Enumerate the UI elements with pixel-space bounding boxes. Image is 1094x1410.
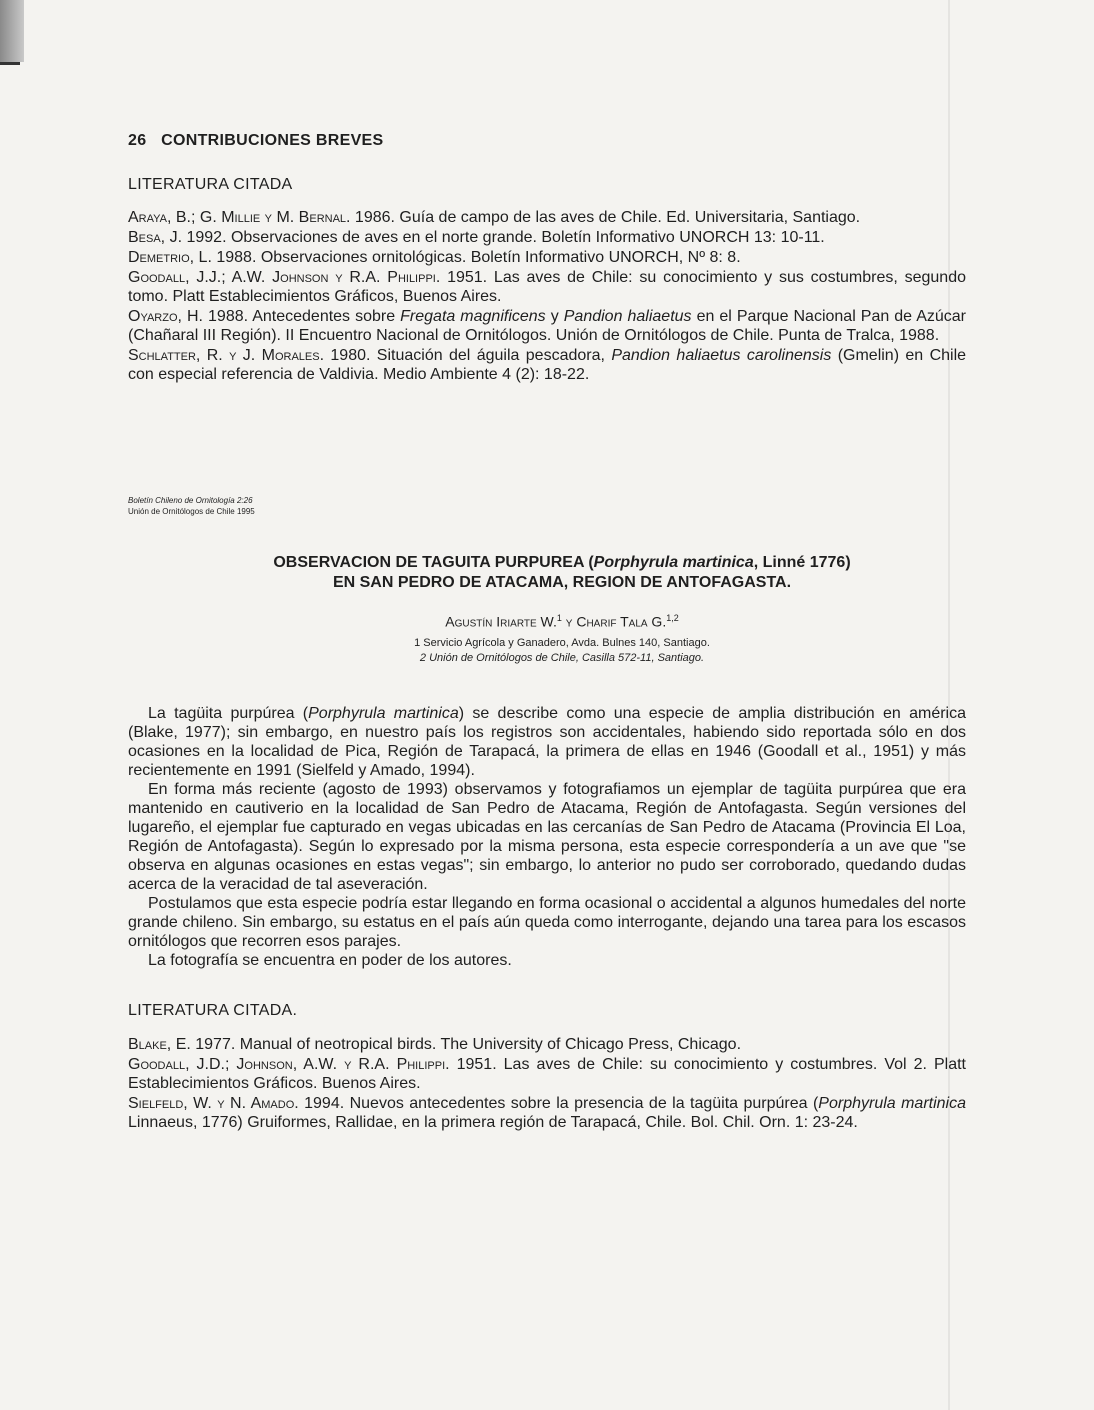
reference-author: Goodall, J.J.; A.W. Johnson y R.A. Philippi. xyxy=(128,269,441,286)
reference-author: Demetrio, L. xyxy=(128,249,212,266)
reference-text: 1977. Manual of neotropical birds. The University of Chicago Press, Chicago. xyxy=(190,1035,742,1053)
reference-text: Linnaeus, 1776) Gruiformes, Rallidae, en la primera región de Tarapacá, Chile. Bol. Chil. Orn. 1: 23-24. xyxy=(128,1113,858,1131)
reference-author: Schlatter, R. y J. Morales. xyxy=(128,347,325,364)
journal-publisher: Unión de Ornitólogos de Chile 1995 xyxy=(128,507,255,516)
reference-text: y xyxy=(545,308,564,325)
reference-entry xyxy=(128,268,966,306)
affiliations xyxy=(158,636,966,666)
paper-page xyxy=(128,132,966,1133)
scan-edge-line xyxy=(0,62,20,65)
references-list-1 xyxy=(128,208,966,384)
reference-entry xyxy=(128,208,966,227)
reference-text: 1980. Situación del águila pescadora, xyxy=(324,347,612,364)
species-name: Porphyrula martinica xyxy=(818,1094,967,1112)
article-body xyxy=(128,704,966,970)
reference-text: 1988. Observaciones ornitológicas. Boletín Informativo UNORCH, Nº 8: 8. xyxy=(211,249,741,266)
references-heading-2: LITERATURA CITADA. xyxy=(128,1001,298,1019)
reference-text: 1951. Las aves de Chile: su conocimiento y sus costumbres, segundo tomo. Platt Establecimientos Gráficos, Buenos Aires. xyxy=(128,269,966,305)
body-paragraph: La fotografía se encuentra en poder de los autores. xyxy=(148,951,512,969)
body-text: La tagüita purpúrea ( xyxy=(148,704,309,722)
scan-edge-mark xyxy=(0,0,24,62)
author-affil-mark: 1 xyxy=(556,613,562,623)
running-head xyxy=(128,132,966,150)
reference-author: Besa, J. xyxy=(128,229,183,246)
reference-author: Blake, E. xyxy=(128,1035,191,1053)
reference-entry xyxy=(128,1094,966,1132)
running-head-section: CONTRIBUCIONES BREVES xyxy=(161,132,384,149)
body-paragraph xyxy=(128,704,966,780)
reference-text: 1951. Las aves de Chile: su conocimiento y costumbres. Vol 2. Platt Establecimientos Gráficos. Buenos Aires. xyxy=(128,1055,966,1092)
reference-text: 1986. Guía de campo de las aves de Chile. Ed. Universitaria, Santiago. xyxy=(350,209,861,226)
reference-entry xyxy=(128,307,966,345)
reference-entry xyxy=(128,1055,966,1093)
affiliation-2: 2 Unión de Ornitólogos de Chile, Casilla 572-11, Santiago. xyxy=(419,651,705,664)
references-heading-1: LITERATURA CITADA xyxy=(128,176,293,193)
author-name: Charif Tala G. xyxy=(576,613,667,630)
page-number: 26 xyxy=(128,132,147,149)
title-text: , Linné 1776) xyxy=(753,554,851,571)
species-name: Porphyrula martinica xyxy=(308,704,459,722)
author-name: Agustín Iriarte W. xyxy=(445,613,557,630)
body-paragraph: Postulamos que esta especie podría estar llegando en forma ocasional o accidental a algunos humedales del norte grande chileno. Sin embargo, su estatus en el país aún queda como interrogante, dejando una tarea para los escasos ornitólogos que recorren esos parajes. xyxy=(128,894,966,950)
title-species: Porphyrula martinica xyxy=(593,554,754,571)
body-text: ) se describe como una especie de amplia distribución en américa (Blake, 1977); sin embargo, en nuestro país los registros son accidentales, habiendo sido reportada sólo en dos ocasiones en la localidad de Pica, Región de Tarapacá, la primera de ellas en 1946 (Goodall et al., 1951) y más recientemente en 1991 (Sielfeld y Amado, 1994). xyxy=(128,704,966,779)
reference-entry xyxy=(128,228,966,247)
reference-entry xyxy=(128,1035,966,1054)
title-line-2: EN SAN PEDRO DE ATACAMA, REGION DE ANTOFAGASTA. xyxy=(332,574,792,591)
species-name: Pandion haliaetus carolinensis xyxy=(611,347,832,364)
article-authors xyxy=(158,613,966,630)
reference-text: en el Parque Nacional Pan de Azúcar (Chañaral III Región). II Encuentro Nacional de Ornitólogos. Unión de Ornitólogos de Chile. Punta de Tralca, 1988. xyxy=(128,308,967,344)
journal-info xyxy=(128,495,966,517)
reference-author: Oyarzo, H. xyxy=(128,308,203,325)
journal-citation: Boletín Chileno de Ornitología 2:26 xyxy=(128,496,253,505)
author-affil-mark: 1,2 xyxy=(666,613,679,623)
reference-entry xyxy=(128,346,966,384)
reference-author: Sielfeld, W. y N. Amado. xyxy=(128,1094,299,1112)
reference-text: (Gmelin) en Chile con especial referencia de Valdivia. Medio Ambiente 4 (2): 18-22. xyxy=(128,347,967,383)
reference-author: Araya, B.; G. Millie y M. Bernal. xyxy=(128,209,351,226)
references-list-2 xyxy=(128,1035,966,1132)
reference-text: 1988. Antecedentes sobre xyxy=(203,308,401,325)
affiliation-1: 1 Servicio Agrícola y Ganadero, Avda. Bulnes 140, Santiago. xyxy=(414,636,710,649)
article-title xyxy=(158,553,966,593)
species-name: Pandion haliaetus xyxy=(563,308,692,325)
title-line-1 xyxy=(158,553,966,573)
reference-author: Goodall, J.D.; Johnson, A.W. y R.A. Philippi. xyxy=(128,1055,450,1073)
reference-text: 1992. Observaciones de aves en el norte grande. Boletín Informativo UNORCH 13: 10-11. xyxy=(182,229,825,246)
author-separator: y xyxy=(561,613,577,630)
reference-text: 1994. Nuevos antecedentes sobre la presencia de la tagüita purpúrea ( xyxy=(298,1094,819,1112)
species-name: Fregata magnificens xyxy=(400,308,546,325)
reference-entry xyxy=(128,248,966,267)
title-text: OBSERVACION DE TAGUITA PURPUREA ( xyxy=(273,554,594,571)
body-paragraph: En forma más reciente (agosto de 1993) observamos y fotografiamos un ejemplar de tagüita purpúrea que era mantenido en cautiverio en la localidad de San Pedro de Atacama, Región de Antofagasta. Según versiones del lugareño, el ejemplar fue capturado en vegas ubicadas en las cercanías de San Pedro de Atacama (Provincia El Loa, Región de Antofagasta). Según lo expresado por la misma persona, esta especie correspondería a un ave que "se observa en algunas ocasiones en estas vegas"; sin embargo, lo anterior no pudo ser corroborado, quedando dudas acerca de la veracidad de tal aseveración. xyxy=(128,780,966,893)
